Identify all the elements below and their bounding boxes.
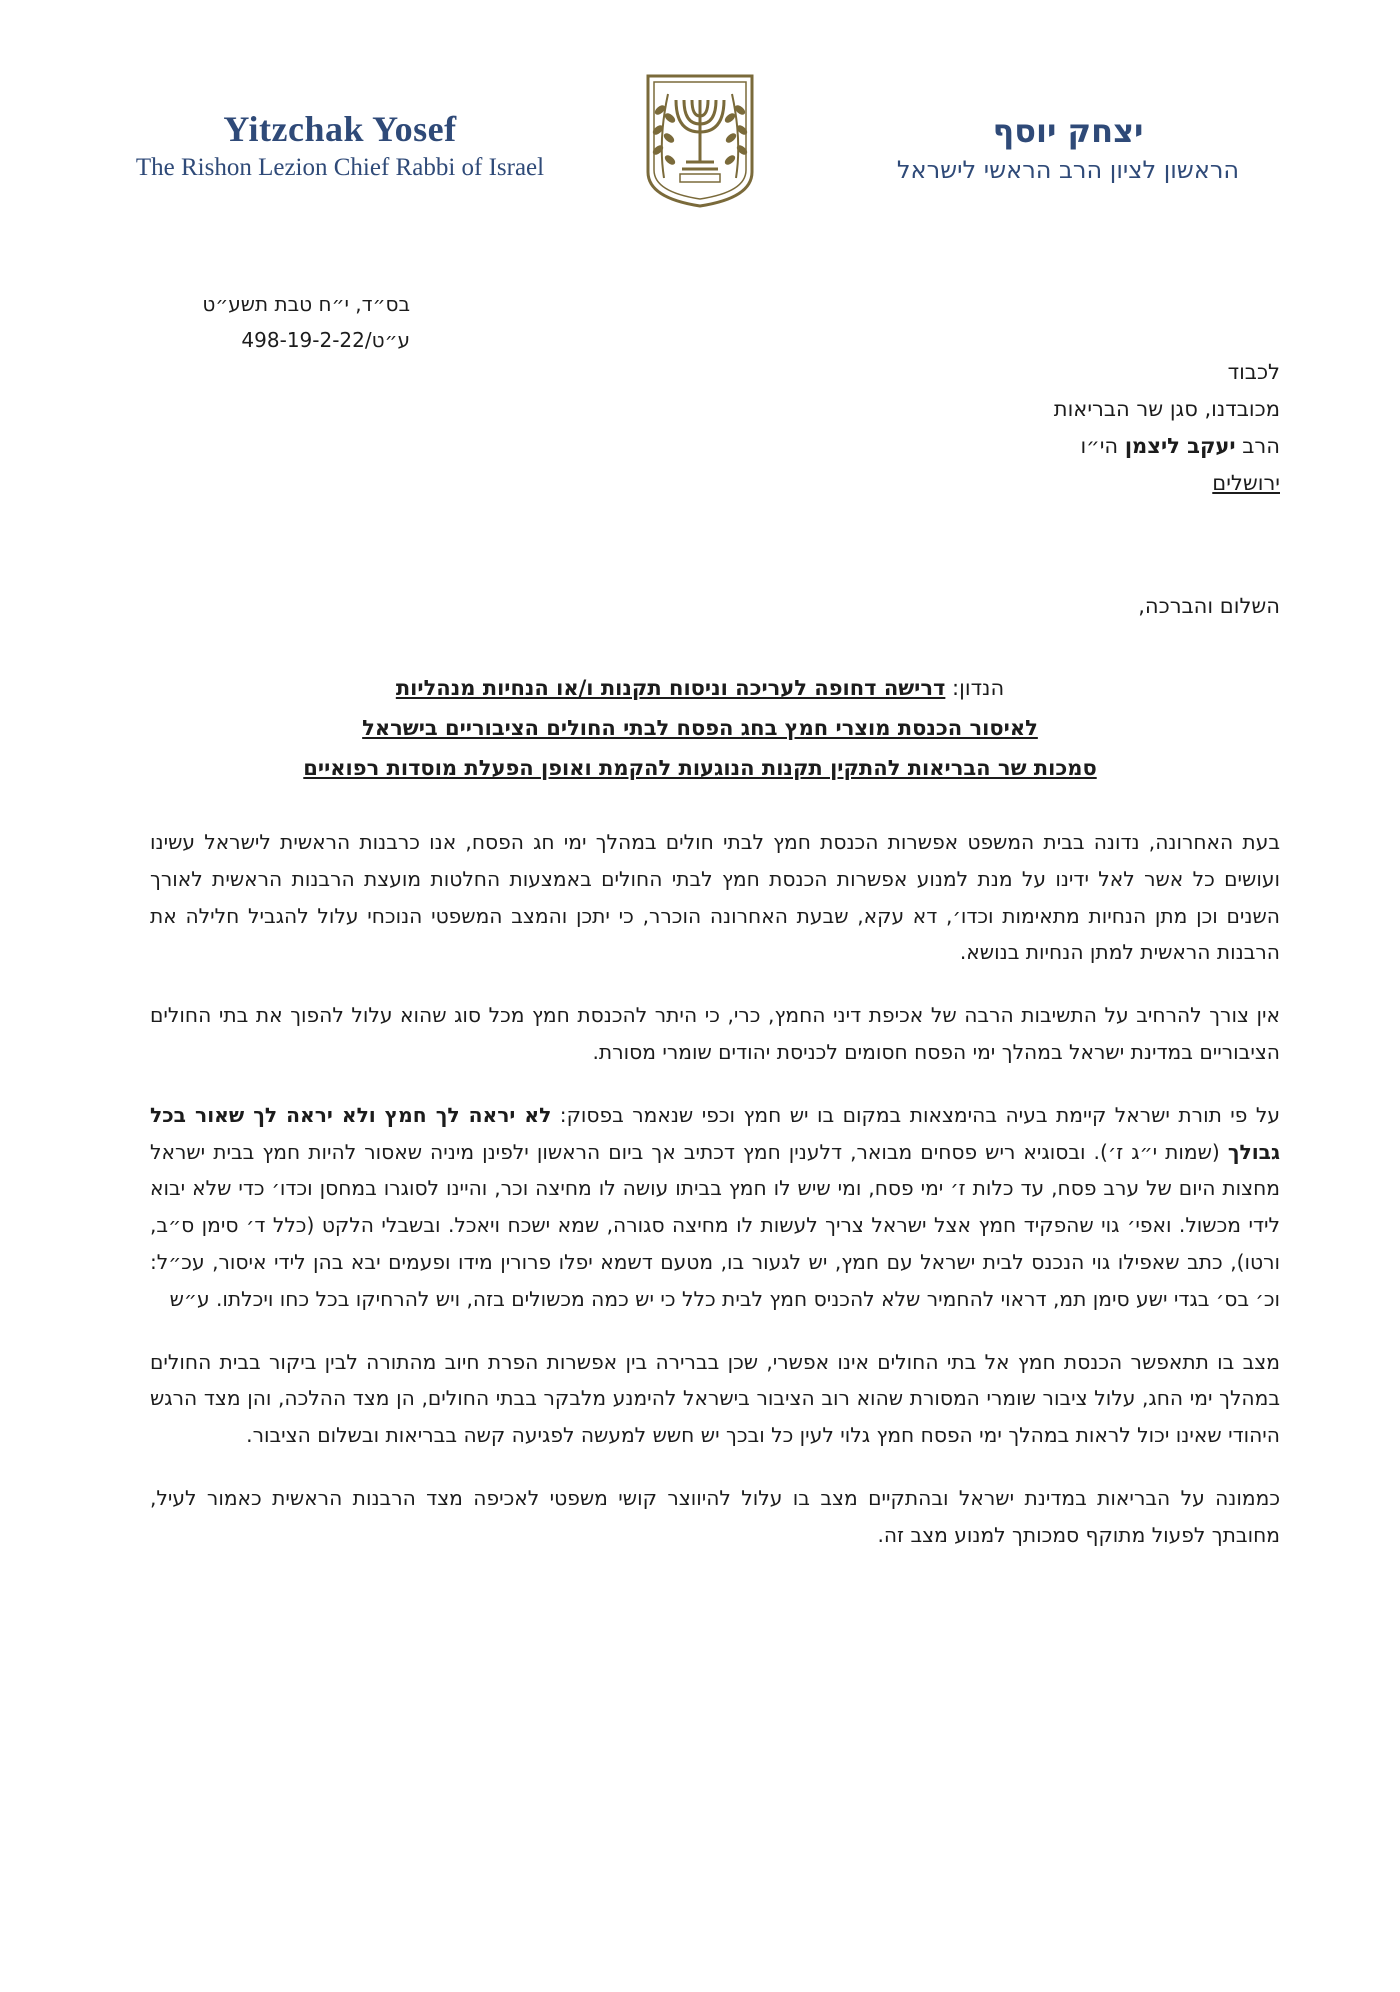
paragraph-2: אין צורך להרחיב על התשיבות הרבה של אכיפת דיני החמץ, כרי, כי היתר להכנסת חמץ מכל סוג שהוא עלול להפוך את בתי החולים הציבוריים במדינת ישראל במהלך ימי הפסח חסומים לכניסת יהודים שומרי מסורת.: [150, 1003, 1280, 1064]
paragraph-3: [150, 1097, 1280, 1318]
letterhead-en-title: The Rishon Lezion Chief Rabbi of Israel: [135, 154, 545, 181]
addressee-name-prefix: הרב: [1242, 434, 1280, 458]
subject-text-1: דרישה דחופה לעריכה וניסוח תקנות ו/או הנחיות מנהליות: [395, 676, 946, 700]
addressee-honor: לכבוד: [1227, 360, 1280, 384]
paragraph-3-rest: (שמות י״ג ז׳). ובסוגיא ריש פסחים מבואר, דלענין חמץ דכתיב אך ביום הראשון ילפינן מיניה שאסור להיות חמץ בבית ישראל מחצות היום של ערב פסח, עד כלות ז׳ ימי פסח, ומי שיש לו חמץ בביתו עושה לו מחיצה וכר, והיינו לסוגרו במחסן וכדו׳ כדי שלא יבוא לידי מכשול. ואפי׳ גוי שהפקיד חמץ אצל ישראל צריך לעשות לו מחיצה סגורה, שמא ישכח ויאכל. ובשבלי הלקט (כלל ד׳ סימן ס״ב, ורטו), כתב שאפילו גוי הנכנס לבית ישראל עם חמץ, יש לגעור בו, מטעם דשמא יפלו פרורין מידו ופעמים יבא בהן לידי איסור, עכ״ל: וכ׳ בס׳ בגדי ישע סימן תמ, דראוי להחמיר שלא להכניס חמץ לבית כלל כי יש כמה מכשולים בזה, ויש להרחיקו בכל כחו ויכלתו. ע״ש: [150, 1139, 1280, 1311]
subject-prefix: הנדון:: [952, 676, 1005, 700]
addressee-name-line: [780, 428, 1280, 465]
addressee-name-suffix: הי״ו: [1080, 434, 1119, 458]
greeting: השלום והברכה,: [1138, 594, 1280, 618]
reference-number: ע״ט/498-19-2-22: [241, 328, 410, 352]
addressee-city: ירושלים: [1212, 471, 1280, 495]
paragraph-3-verse: לא יראה לך חמץ ולא יראה לך שאור בכל גבולך: [150, 1102, 1280, 1164]
date-line: בס״ד, י״ח טבת תשע״ט: [202, 292, 410, 316]
paragraph-1: בעת האחרונה, נדונה בבית המשפט אפשרות הכנסת חמץ לבתי חולים במהלך ימי חג הפסח, אנו כרבנות הראשית לישראל עשינו ועושים כל אשר לאל ידינו על מנת למנוע אפשרות הכנסת חמץ לבתי החולים באמצעות החלטות מועצת הרבנות הראשית לאורך השנים וכן מתן הנחיות מתאימות וכדו׳, דא עקא, שבעת האחרונה הוכרר, כי יתכן והמצב המשפטי הנוכחי עלול להגביל חלילה את הרבנות הראשית למתן הנחיות בנושא.: [150, 830, 1280, 965]
letterhead-hebrew: [808, 112, 1328, 184]
letterhead-english: [90, 108, 590, 182]
paragraph-3-start: על פי תורת ישראל קיימת בעיה בהימצאות במקום בו יש חמץ וכפי שנאמר בפסוק:: [559, 1102, 1280, 1127]
addressee-name: יעקב ליצמן: [1124, 434, 1236, 458]
addressee-block: [780, 354, 1280, 502]
paragraph-5: כממונה על הבריאות במדינת ישראל ובהתקיים מצב בו עלול להיווצר קושי משפטי לאכיפה מצד הרבנות הראשית כאמור לעיל, מחובתך לפעול מתוקף סמכותך למנוע מצב זה.: [150, 1485, 1280, 1547]
letterhead-he-title: הראשון לציון הרב הראשי לישראל: [896, 156, 1240, 184]
addressee-position: מכובדנו, סגן שר הבריאות: [1053, 397, 1280, 421]
letter-body: [150, 824, 1280, 1580]
subject-line-1: [200, 668, 1200, 708]
subject-line-3: סמכות שר הבריאות להתקין תקנות הנוגעות להקמת ואופן הפעלת מוסדות רפואיים: [303, 756, 1097, 780]
reference-block: [150, 286, 410, 358]
letterhead-he-name: יצחק יוסף: [992, 112, 1144, 150]
subject-block: [200, 668, 1200, 788]
state-emblem-icon: [640, 70, 760, 210]
letterhead-en-name: Yitzchak Yosef: [223, 109, 457, 149]
paragraph-4: מצב בו תתאפשר הכנסת חמץ אל בתי החולים אינו אפשרי, שכן בברירה בין אפשרות הפרת חיוב מהתורה לבין ביקור בבית החולים במהלך ימי החג, עלול ציבור שומרי המסורת שהוא רוב הציבור בישראל להימנע מלבקר בבתי החולים, הן מצד ההלכה, והן מצד הרגש היהודי שאינו יכול לראות במהלך ימי הפסח חמץ גלוי לעין כל ובכך יש חשש למעשה לפגיעה קשה בבריאות ובשלום הציבור.: [150, 1349, 1280, 1448]
subject-line-2: לאיסור הכנסת מוצרי חמץ בחג הפסח לבתי החולים הציבוריים בישראל: [362, 716, 1038, 740]
